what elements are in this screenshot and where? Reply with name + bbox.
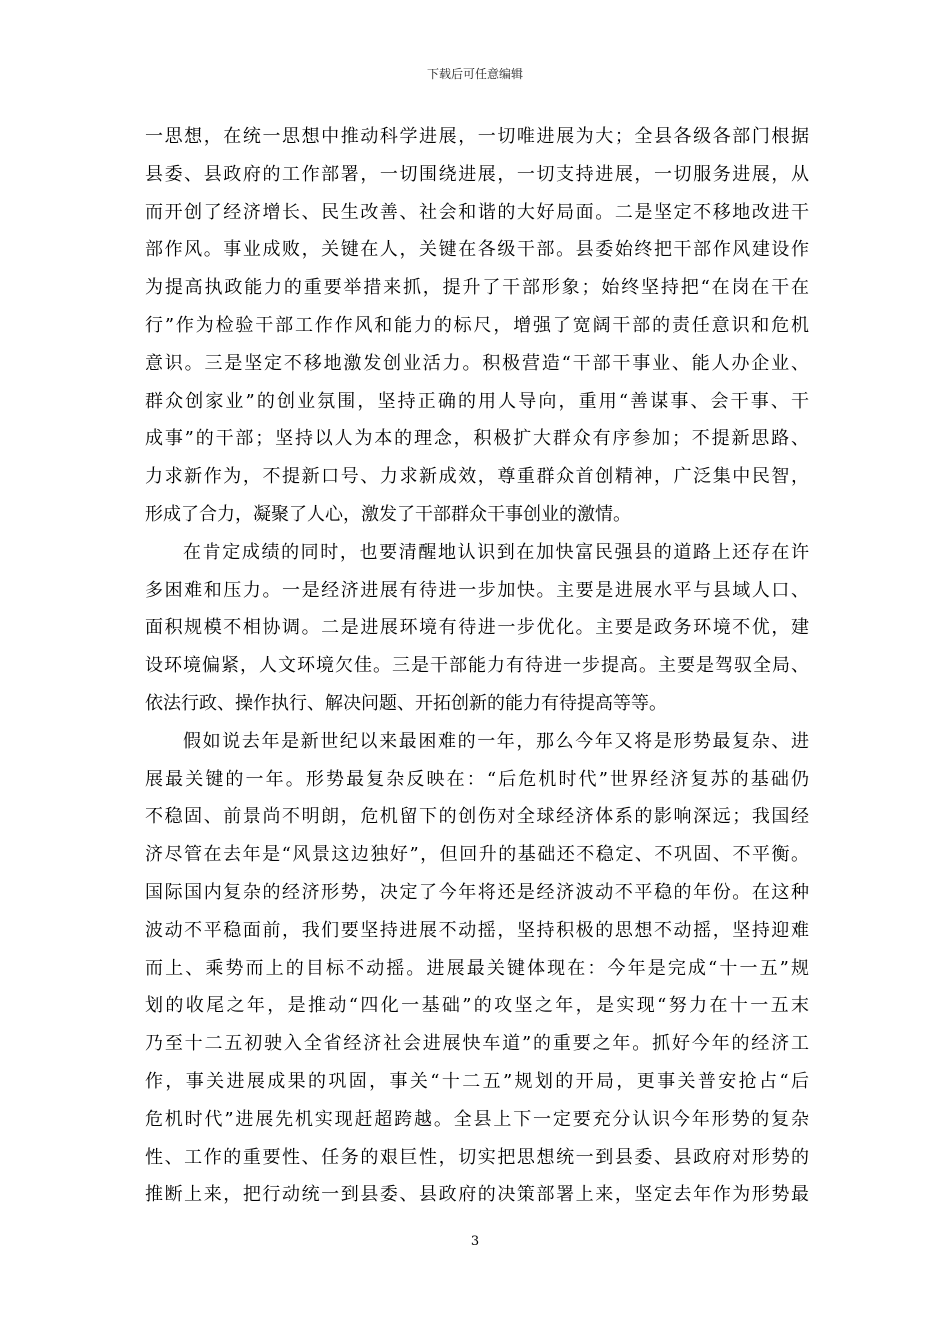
- text-line: 性、工作的重要性、任务的艰巨性，切实把思想统一到县委、县政府对形势的: [145, 1146, 809, 1168]
- paragraph-3: [145, 723, 809, 1214]
- text-line: 济尽管在去年是“风景这边独好”，但回升的基础还不稳定、不巩固、不平衡。: [145, 844, 809, 866]
- text-line: 国际国内复杂的经济形势，决定了今年将还是经济波动不平稳的年份。在这种: [145, 881, 809, 903]
- text-line: 在肯定成绩的同时，也要清醒地认识到在加快富民强县的道路上还存在许: [183, 541, 809, 563]
- text-line: 为提高执政能力的重要举措来抓，提升了干部形象；始终坚持把“在岗在干在: [145, 277, 809, 299]
- text-line: 划的收尾之年，是推动“四化一基础”的攻坚之年，是实现“努力在十一五末: [145, 995, 809, 1017]
- text-line: 危机时代”进展先机实现赶超跨越。全县上下一定要充分认识今年形势的复杂: [145, 1108, 809, 1130]
- document-body: [145, 118, 809, 1214]
- paragraph-1: [145, 118, 809, 534]
- text-line: 意识。三是坚定不移地激发创业活力。积极营造“干部干事业、能人办企业、: [145, 352, 809, 374]
- text-line: 行”作为检验干部工作作风和能力的标尺，增强了宽阔干部的责任意识和危机: [145, 314, 809, 336]
- text-line: 力求新作为，不提新口号、力求新成效，尊重群众首创精神，广泛集中民智，: [145, 466, 809, 488]
- text-line: 假如说去年是新世纪以来最困难的一年，那么今年又将是形势最复杂、进: [183, 730, 809, 752]
- text-line: 波动不平稳面前，我们要坚持进展不动摇，坚持积极的思想不动摇，坚持迎难: [145, 919, 809, 941]
- text-line: 县委、县政府的工作部署，一切围绕进展，一切支持进展，一切服务进展，从: [145, 163, 809, 185]
- paragraph-2: [145, 534, 809, 723]
- text-line: 形成了合力，凝聚了人心，激发了干部群众干事创业的激情。: [145, 503, 631, 525]
- text-line: 不稳固、前景尚不明朗，危机留下的创伤对全球经济体系的影响深远；我国经: [145, 806, 809, 828]
- text-line: 乃至十二五初驶入全省经济社会进展快车道”的重要之年。抓好今年的经济工: [145, 1033, 809, 1055]
- text-line: 而上、乘势而上的目标不动摇。进展最关键体现在：今年是完成“十一五”规: [145, 957, 809, 979]
- text-line: 面积规模不相协调。二是进展环境有待进一步优化。主要是政务环境不优，建: [145, 617, 809, 639]
- text-line: 部作风。事业成败，关键在人，关键在各级干部。县委始终把干部作风建设作: [145, 239, 809, 261]
- text-line: 设环境偏紧，人文环境欠佳。三是干部能力有待进一步提高。主要是驾驭全局、: [145, 655, 809, 677]
- text-line: 依法行政、操作执行、解决问题、开拓创新的能力有待提高等等。: [145, 692, 667, 714]
- text-line: 展最关键的一年。形势最复杂反映在：“后危机时代”世界经济复苏的基础仍: [145, 768, 809, 790]
- page-header: 下载后可任意编辑: [426, 67, 523, 81]
- text-line: 群众创家业”的创业氛围，坚持正确的用人导向，重用“善谋事、会干事、干: [145, 390, 809, 412]
- text-line: 作，事关进展成果的巩固，事关“十二五”规划的开局，更事关普安抢占“后: [145, 1070, 809, 1092]
- text-line: 推断上来，把行动统一到县委、县政府的决策部署上来，坚定去年作为形势最: [145, 1184, 809, 1206]
- page-number: 3: [470, 1234, 480, 1249]
- text-line: 一思想，在统一思想中推动科学进展，一切唯进展为大；全县各级各部门根据: [145, 126, 809, 147]
- text-line: 多困难和压力。一是经济进展有待进一步加快。主要是进展水平与县域人口、: [145, 579, 809, 601]
- text-line: 成事”的干部；坚持以人为本的理念，积极扩大群众有序参加；不提新思路、: [145, 428, 809, 450]
- text-line: 而开创了经济增长、民生改善、社会和谐的大好局面。二是坚定不移地改进干: [145, 201, 809, 223]
